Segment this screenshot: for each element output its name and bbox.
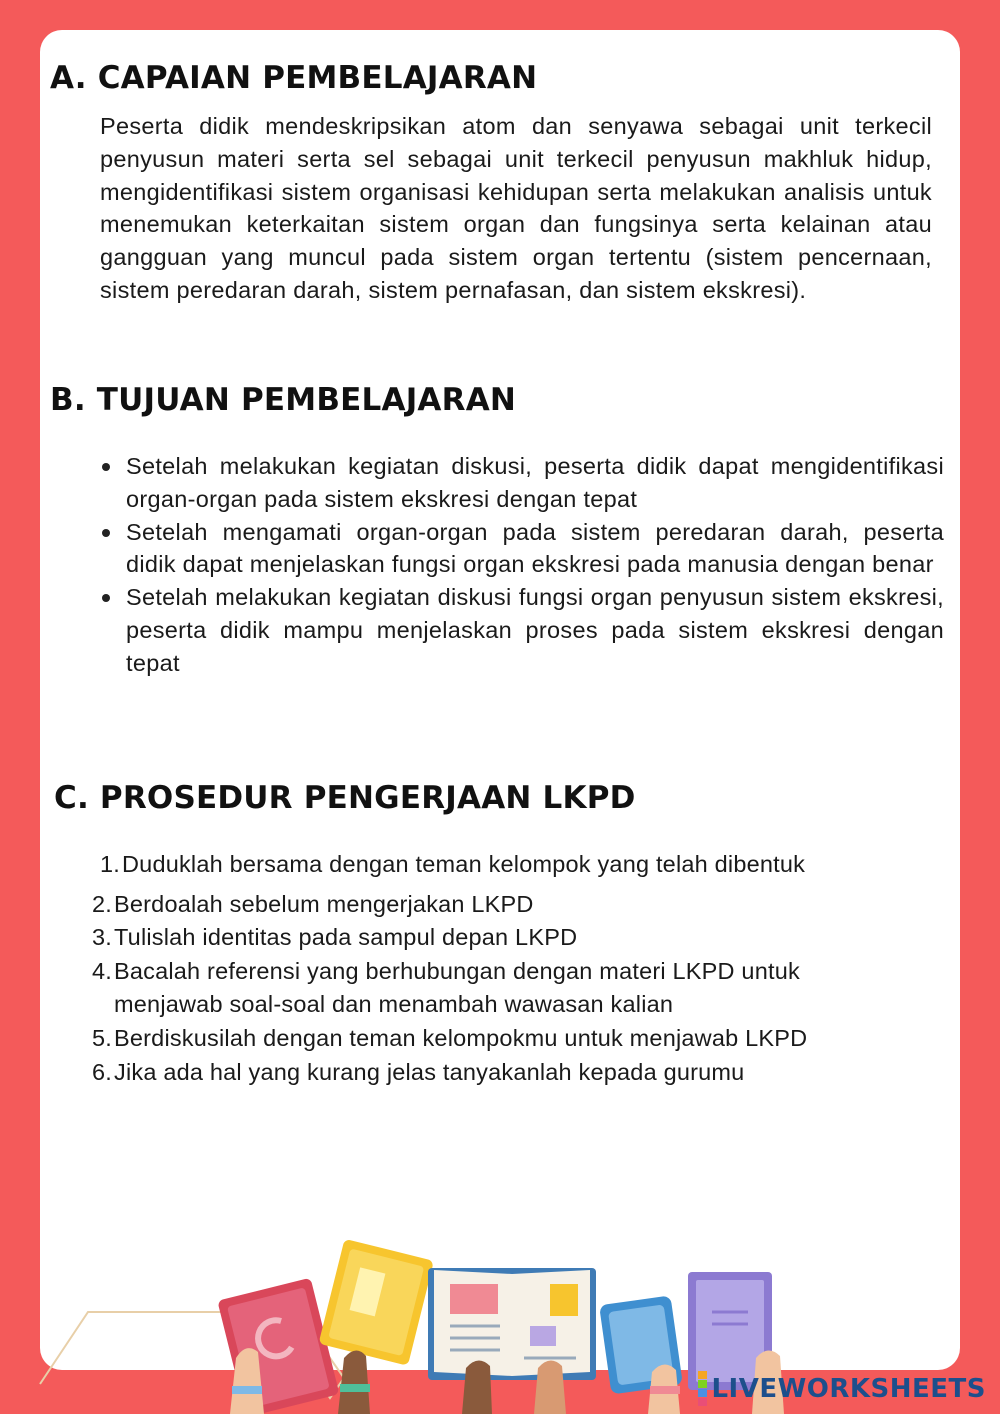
list-item [92,955,912,1022]
logo-block [698,1389,707,1397]
step-text: Jika ada hal yang kurang jelas tanyakanlah kepada gurumu [114,1058,745,1085]
list-item [92,1056,912,1090]
yellow-book-icon [319,1239,434,1366]
objective-text: Setelah mengamati organ-organ pada sistem peredaran darah, peserta didik dapat menjelaskan fungsi organ ekskresi pada manusia dengan benar [126,518,944,578]
section-a-paragraph: Peserta didik mendeskripsikan atom dan senyawa sebagai unit terkecil penyusun materi serta sel sebagai unit terkecil penyusun makhluk hidup, mengidentifikasi sistem organisasi kehidupan serta melakukan analisis untuk menemukan keterkaitan sistem organ dan fungsinya serta kelainan atau gangguan yang muncul pada sistem organ tertentu (sistem pencernaan, sistem peredaran darah, sistem pernafasan, dan sistem ekskresi). [100,113,932,303]
step-text: Bacalah referensi yang berhubungan dengan materi LKPD untuk menjawab soal-soal dan menambah wawasan kalian [114,957,800,1018]
objectives-list [100,450,944,680]
step-text: Tulislah identitas pada sampul depan LKPD [114,924,578,951]
step-text: Berdoalah sebelum mengerjakan LKPD [114,890,534,917]
watermark-label: LIVEWORKSHEETS [711,1373,986,1404]
step-text: Duduklah bersama dengan teman kelompok yang telah dibentuk [122,851,806,877]
list-item [92,921,912,955]
watermark-logo-icon [698,1371,707,1406]
bullet-icon [102,529,110,537]
step-text: Berdiskusilah dengan teman kelompokmu untuk menjawab LKPD [114,1024,808,1051]
logo-block [698,1398,707,1406]
section-c-title: C. PROSEDUR PENGERJAAN LKPD [54,780,636,816]
list-item [126,581,944,679]
step-number: 1. [100,851,120,877]
list-item [126,516,944,582]
bullet-icon [102,594,110,602]
section-b-title: B. TUJUAN PEMBELAJARAN [50,382,517,418]
procedure-list [92,848,912,1089]
wristband-icon [650,1386,680,1394]
section-a-title: A. CAPAIAN PEMBELAJARAN [50,60,538,96]
step-number: 2. [92,890,112,917]
objective-text: Setelah melakukan kegiatan diskusi fungsi organ penyusun sistem ekskresi, peserta didik mampu menjelaskan proses pada sistem ekskresi dengan tepat [126,584,944,676]
step-number: 6. [92,1058,112,1085]
logo-block [698,1371,707,1379]
objective-text: Setelah melakukan kegiatan diskusi, peserta didik dapat mengidentifikasi organ-organ pada sistem ekskresi dengan tepat [126,453,944,512]
open-book-icon [428,1268,596,1380]
content-card [40,30,960,1370]
bullet-icon [102,463,110,471]
wristband-icon [232,1386,262,1394]
step-number: 5. [92,1024,112,1051]
list-item [92,888,912,922]
logo-block [698,1380,707,1388]
watermark [698,1371,986,1406]
list-item [126,450,944,516]
step-number: 4. [92,957,112,984]
wristband-icon [340,1384,370,1392]
list-item [100,848,912,882]
step-number: 3. [92,924,112,951]
list-item [92,1022,912,1056]
